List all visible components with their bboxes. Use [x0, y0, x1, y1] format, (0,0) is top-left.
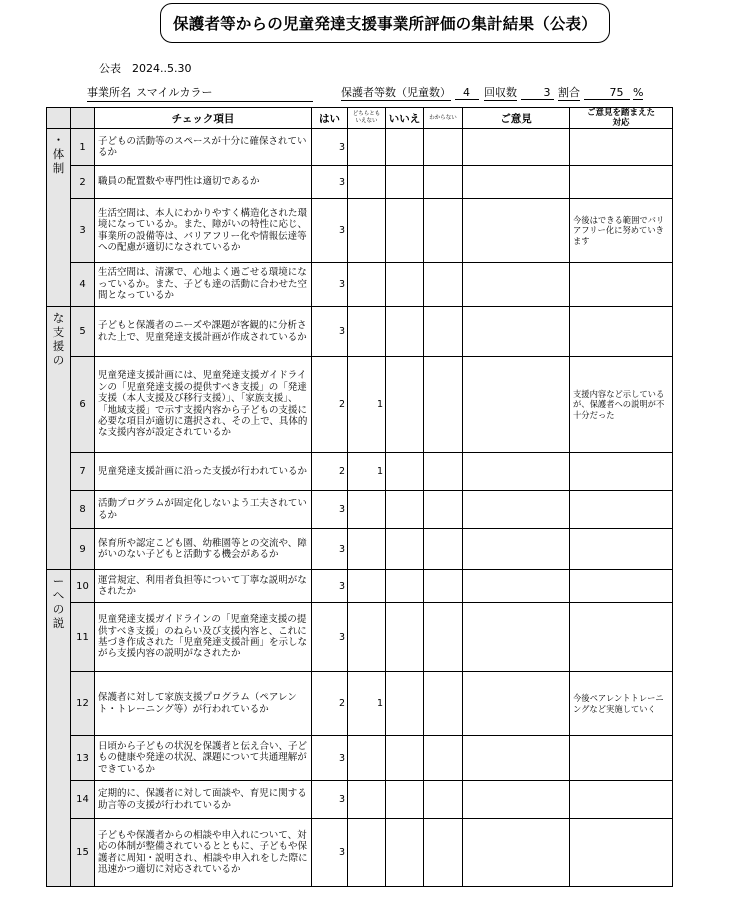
- row-number: 9: [71, 529, 95, 570]
- check-item-text: 子どもと保護者のニーズや課題が客観的に分析された上で、児童発達支援計画が作成されているか: [95, 307, 312, 357]
- check-item-text: 子どもの活動等のスペースが十分に確保されているか: [95, 129, 312, 166]
- row-number: 7: [71, 453, 95, 491]
- table-row: [47, 603, 673, 672]
- table-row: [47, 307, 673, 357]
- response-cell: [570, 453, 673, 491]
- header-unknown: わからない: [424, 108, 463, 129]
- response-cell: [570, 736, 673, 781]
- yes-count: 3: [312, 199, 348, 263]
- survey-stats: [341, 84, 643, 101]
- opinion-cell: [463, 453, 570, 491]
- either-count: [348, 736, 386, 781]
- header-category: [47, 108, 71, 129]
- yes-count: 3: [312, 166, 348, 199]
- yes-count: 3: [312, 603, 348, 672]
- table-row: [47, 672, 673, 736]
- header-no: いいえ: [386, 108, 424, 129]
- response-cell: [570, 603, 673, 672]
- unknown-count: [424, 570, 463, 603]
- check-item-text: 生活空間は、清潔で、心地よく過ごせる環境になっているか。また、子ども達の活動に合わせた空間となっているか: [95, 263, 312, 307]
- publish-date: 公表 2024..5.30: [99, 62, 192, 75]
- either-count: [348, 491, 386, 529]
- check-item-text: 保育所や認定こども園、幼稚園等との交流や、障がいのない子どもと活動する機会があるか: [95, 529, 312, 570]
- row-number: 10: [71, 570, 95, 603]
- check-item-text: 児童発達支援ガイドラインの「児童発達支援の提供すべき支援」のねらい及び支援内容と、これに基づき作成された「児童発達支援計画」を示しながら支援内容の説明がなされたか: [95, 603, 312, 672]
- opinion-cell: [463, 781, 570, 819]
- opinion-cell: [463, 603, 570, 672]
- opinion-cell: [463, 491, 570, 529]
- check-item-text: 児童発達支援計画には、児童発達支援ガイドラインの「児童発達支援の提供すべき支援」の「発達支援（本人支援及び移行支援）」、「家族支援」、「地域支援」で示す支援内容から子どもの支援に必要な項目が適切に選択され、その上で、具体的な支援内容が設定されているか: [95, 357, 312, 453]
- header-either: どちらとも いえない: [348, 108, 386, 129]
- table-row: [47, 736, 673, 781]
- table-row: [47, 129, 673, 166]
- yes-count: 3: [312, 781, 348, 819]
- table-row: [47, 357, 673, 453]
- either-count: [348, 781, 386, 819]
- unknown-count: [424, 781, 463, 819]
- either-count: [348, 263, 386, 307]
- no-count: [386, 166, 424, 199]
- table-row: [47, 166, 673, 199]
- unknown-count: [424, 672, 463, 736]
- page-title: 保護者等からの児童発達支援事業所評価の集計結果（公表）: [160, 3, 610, 43]
- table-row: [47, 529, 673, 570]
- table-row: [47, 491, 673, 529]
- unknown-count: [424, 166, 463, 199]
- yes-count: 3: [312, 570, 348, 603]
- either-count: [348, 819, 386, 887]
- no-count: [386, 357, 424, 453]
- either-count: [348, 166, 386, 199]
- no-count: [386, 781, 424, 819]
- either-count: [348, 603, 386, 672]
- table-row: [47, 781, 673, 819]
- check-item-text: 子どもや保護者からの相談や申入れについて、対応の体制が整備されているとともに、子どもや保護者に周知・説明され、相談や申入れをした際に迅速かつ適切に対応されているか: [95, 819, 312, 887]
- check-item-text: 定期的に、保護者に対して面談や、育児に関する助言等の支援が行われているか: [95, 781, 312, 819]
- response-cell: [570, 166, 673, 199]
- guardian-label: 保護者等数（児童数）: [341, 86, 451, 99]
- ratio-value: 75: [584, 86, 630, 100]
- ratio-unit: %: [633, 86, 644, 99]
- no-count: [386, 603, 424, 672]
- response-cell: [570, 263, 673, 307]
- opinion-cell: [463, 819, 570, 887]
- row-number: 4: [71, 263, 95, 307]
- either-count: 1: [348, 357, 386, 453]
- response-cell: 支援内容など示しているが、保護者への説明が不十分だった: [570, 357, 673, 453]
- row-number: 3: [71, 199, 95, 263]
- yes-count: 3: [312, 129, 348, 166]
- no-count: [386, 307, 424, 357]
- row-number: 5: [71, 307, 95, 357]
- row-number: 8: [71, 491, 95, 529]
- header-check-item: チェック項目: [95, 108, 312, 129]
- row-number: 14: [71, 781, 95, 819]
- yes-count: 3: [312, 529, 348, 570]
- opinion-cell: [463, 129, 570, 166]
- check-item-text: 運営規定、利用者負担等について丁寧な説明がなされたか: [95, 570, 312, 603]
- row-number: 6: [71, 357, 95, 453]
- table-row: [47, 819, 673, 887]
- either-count: 1: [348, 453, 386, 491]
- yes-count: 2: [312, 453, 348, 491]
- office-label: 事業所名: [87, 86, 131, 99]
- response-cell: [570, 307, 673, 357]
- either-count: [348, 129, 386, 166]
- response-cell: [570, 129, 673, 166]
- check-item-text: 日頃から子どもの状況を保護者と伝え合い、子どもの健康や発達の状況、課題について共通理解ができているか: [95, 736, 312, 781]
- either-count: 1: [348, 672, 386, 736]
- ratio-label: 割合: [558, 86, 580, 99]
- check-item-text: 生活空間は、本人にわかりやすく構造化された環境になっているか。また、障がいの特性に応じ、事業所の設備等は、バリアフリー化や情報伝達等への配慮が適切になされているか: [95, 199, 312, 263]
- no-count: [386, 529, 424, 570]
- check-item-text: 活動プログラムが固定化しないよう工夫されているか: [95, 491, 312, 529]
- no-count: [386, 453, 424, 491]
- table-row: [47, 453, 673, 491]
- unknown-count: [424, 819, 463, 887]
- table-row: [47, 199, 673, 263]
- header-response: ご意見を踏まえた 対応: [570, 108, 673, 129]
- unknown-count: [424, 491, 463, 529]
- unknown-count: [424, 199, 463, 263]
- opinion-cell: [463, 529, 570, 570]
- opinion-cell: [463, 672, 570, 736]
- either-count: [348, 199, 386, 263]
- yes-count: 3: [312, 307, 348, 357]
- header-yes: はい: [312, 108, 348, 129]
- opinion-cell: [463, 307, 570, 357]
- yes-count: 3: [312, 491, 348, 529]
- no-count: [386, 199, 424, 263]
- collected-label: 回収数: [484, 86, 517, 99]
- unknown-count: [424, 307, 463, 357]
- category-label: ー へ の 説: [47, 570, 71, 887]
- category-label: ・ 体 制: [47, 129, 71, 307]
- office-name: スマイルカラー: [136, 86, 213, 99]
- office-name-line: [87, 84, 313, 102]
- opinion-cell: [463, 736, 570, 781]
- check-item-text: 児童発達支援計画に沿った支援が行われているか: [95, 453, 312, 491]
- unknown-count: [424, 129, 463, 166]
- collected-count: 3: [521, 86, 554, 100]
- yes-count: 3: [312, 736, 348, 781]
- no-count: [386, 736, 424, 781]
- unknown-count: [424, 357, 463, 453]
- yes-count: 3: [312, 263, 348, 307]
- response-cell: [570, 819, 673, 887]
- row-number: 1: [71, 129, 95, 166]
- no-count: [386, 570, 424, 603]
- header-opinion: ご意見: [463, 108, 570, 129]
- table-row: [47, 263, 673, 307]
- yes-count: 3: [312, 819, 348, 887]
- no-count: [386, 819, 424, 887]
- check-item-text: 職員の配置数や専門性は適切であるか: [95, 166, 312, 199]
- opinion-cell: [463, 263, 570, 307]
- opinion-cell: [463, 357, 570, 453]
- row-number: 12: [71, 672, 95, 736]
- opinion-cell: [463, 166, 570, 199]
- opinion-cell: [463, 570, 570, 603]
- response-cell: 今後ペアレントトレーニングなど実施していく: [570, 672, 673, 736]
- evaluation-table: [46, 107, 673, 887]
- unknown-count: [424, 529, 463, 570]
- opinion-cell: [463, 199, 570, 263]
- row-number: 2: [71, 166, 95, 199]
- response-cell: 今後はできる範囲でバリアフリー化に努めていきます: [570, 199, 673, 263]
- no-count: [386, 263, 424, 307]
- row-number: 15: [71, 819, 95, 887]
- yes-count: 2: [312, 672, 348, 736]
- either-count: [348, 570, 386, 603]
- either-count: [348, 529, 386, 570]
- unknown-count: [424, 736, 463, 781]
- category-label: な 支 援 の: [47, 307, 71, 570]
- table-row: [47, 570, 673, 603]
- no-count: [386, 129, 424, 166]
- row-number: 11: [71, 603, 95, 672]
- response-cell: [570, 529, 673, 570]
- either-count: [348, 307, 386, 357]
- unknown-count: [424, 453, 463, 491]
- response-cell: [570, 781, 673, 819]
- guardian-count: 4: [455, 86, 479, 100]
- check-item-text: 保護者に対して家族支援プログラム（ペアレント・トレーニング等）が行われているか: [95, 672, 312, 736]
- response-cell: [570, 491, 673, 529]
- row-number: 13: [71, 736, 95, 781]
- yes-count: 2: [312, 357, 348, 453]
- response-cell: [570, 570, 673, 603]
- unknown-count: [424, 603, 463, 672]
- no-count: [386, 672, 424, 736]
- no-count: [386, 491, 424, 529]
- unknown-count: [424, 263, 463, 307]
- header-number: [71, 108, 95, 129]
